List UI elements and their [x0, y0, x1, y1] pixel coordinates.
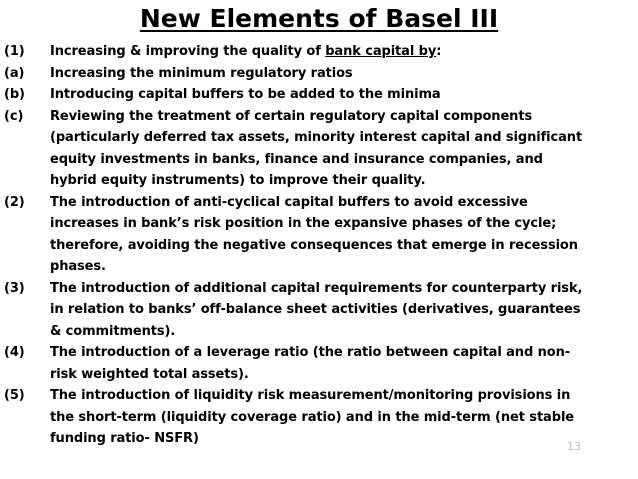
item-text [50, 192, 634, 278]
item-line: in relation to banks’ off-balance sheet activities (derivatives, guarantees [50, 302, 581, 317]
item-label: (4) [4, 345, 25, 360]
item-label: (a) [4, 65, 25, 81]
item-text-part: Increasing & improving the quality of [50, 44, 326, 59]
list-item [4, 63, 634, 85]
item-line: The introduction of liquidity risk measurement/monitoring provisions in [50, 388, 571, 403]
item-label: (b) [4, 87, 25, 102]
item-label: (3) [4, 280, 25, 296]
item-line: therefore, avoiding the negative consequences that emerge in recession [50, 237, 578, 253]
item-label: (c) [4, 108, 24, 124]
item-line: The introduction of anti-cyclical capital buffers to avoid excessive [50, 194, 528, 210]
list-item [4, 84, 634, 106]
list-item [4, 342, 634, 385]
item-line: hybrid equity instruments) to improve their quality. [50, 173, 426, 188]
item-line: (particularly deferred tax assets, minority interest capital and significant [50, 130, 583, 145]
content-list [4, 41, 634, 450]
list-item [4, 192, 634, 278]
item-line: The introduction of a leverage ratio (the ratio between capital and non- [50, 345, 571, 360]
item-line [50, 41, 634, 63]
item-line: The introduction of additional capital requirements for counterparty risk, [50, 280, 583, 296]
item-text-underlined: bank capital by [325, 44, 437, 59]
item-text [50, 63, 634, 85]
item-text [50, 385, 634, 450]
list-item [4, 106, 634, 192]
item-line: phases. [50, 259, 106, 274]
list-item [4, 385, 634, 450]
item-text [50, 342, 634, 385]
item-line: funding ratio- NSFR) [50, 431, 199, 446]
item-label: (5) [4, 388, 25, 403]
slide-number: 13 [567, 440, 581, 453]
slide-title: New Elements of Basel III [139, 4, 499, 33]
item-text [50, 84, 634, 106]
list-item [4, 278, 634, 343]
item-line: increases in bank’s risk position in the expansive phases of the cycle; [50, 216, 557, 231]
item-line: risk weighted total assets). [50, 366, 249, 382]
item-line: Reviewing the treatment of certain regulatory capital components [50, 108, 533, 124]
item-label: (1) [4, 44, 25, 59]
item-text-part: : [436, 44, 442, 59]
item-line: equity investments in banks, finance and insurance companies, and [50, 151, 543, 167]
item-text [50, 106, 634, 192]
item-line: & commitments). [50, 323, 176, 339]
item-line: Increasing the minimum regulatory ratios [50, 65, 353, 81]
item-text [50, 41, 634, 63]
item-line: the short-term (liquidity coverage ratio) and in the mid-term (net stable [50, 409, 575, 425]
item-text [50, 278, 634, 343]
item-label: (2) [4, 194, 25, 210]
list-item [4, 41, 634, 63]
item-line: Introducing capital buffers to be added to the minima [50, 87, 441, 102]
